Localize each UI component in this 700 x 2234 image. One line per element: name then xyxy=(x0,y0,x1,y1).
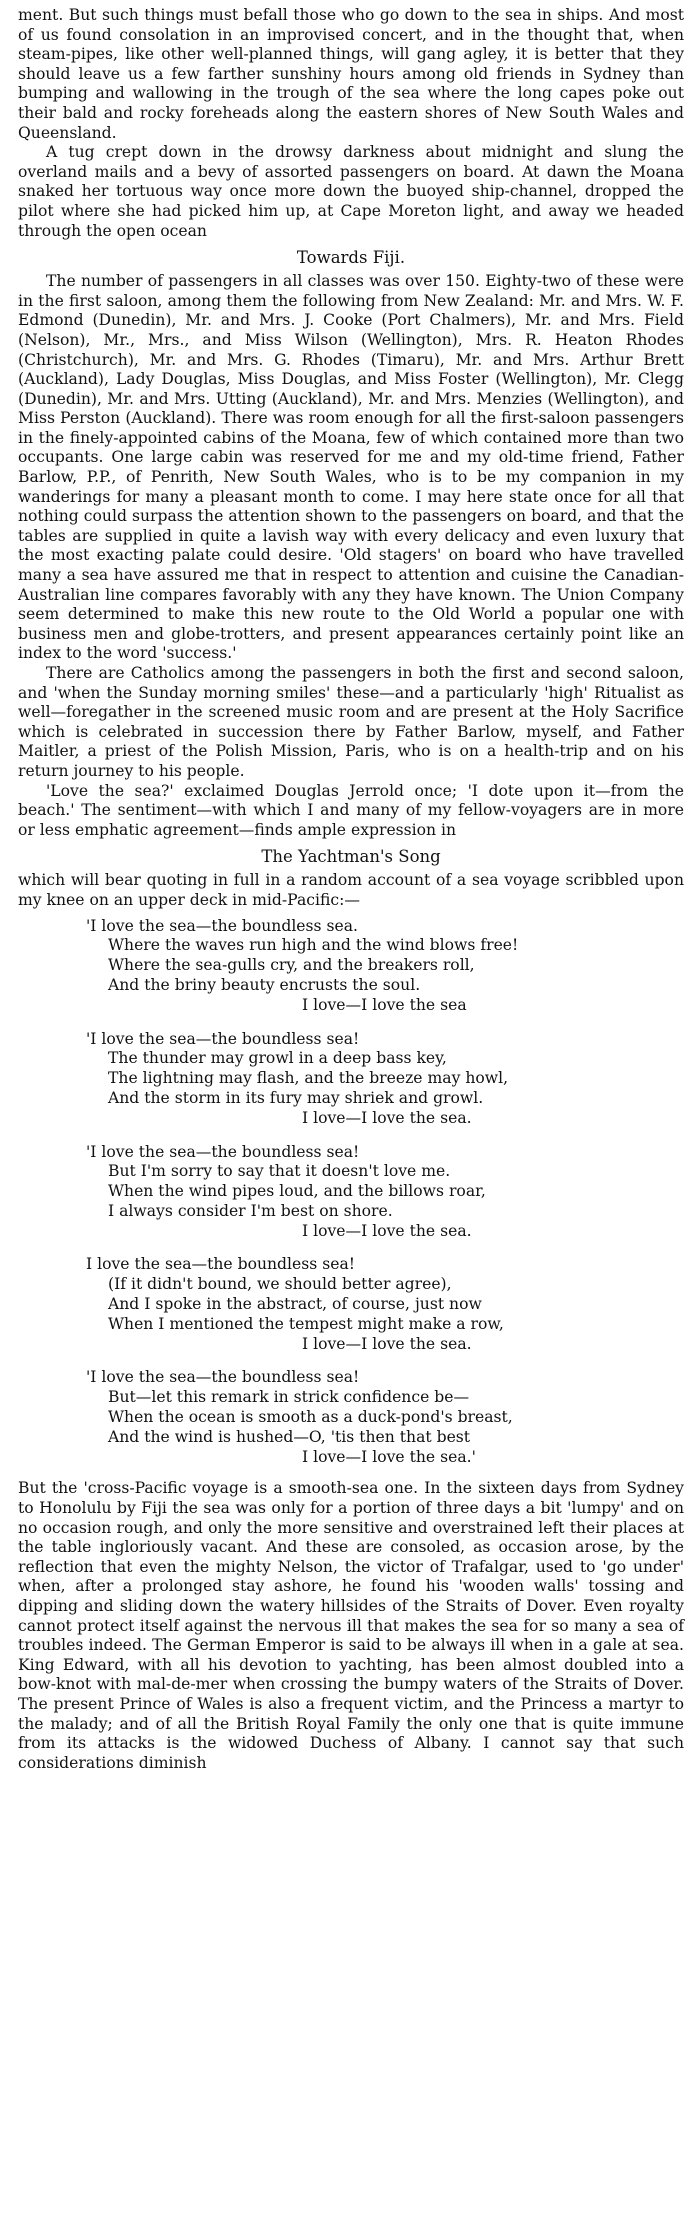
poem-line: But—let this remark in strick confidence be— xyxy=(108,1388,470,1407)
poem-line: 'I love the sea—the boundless sea! xyxy=(86,1029,360,1048)
poem-line: And the briny beauty encrusts the soul. xyxy=(108,975,421,994)
poem-stanza xyxy=(86,1030,684,1129)
poem-refrain: I love—I love the sea.' xyxy=(302,1447,476,1466)
poem-line: The thunder may growl in a deep bass key, xyxy=(108,1049,447,1068)
poem-stanza xyxy=(86,1255,684,1354)
poem-stanza xyxy=(86,917,684,1016)
poem-line: Where the sea-gulls cry, and the breakers roll, xyxy=(108,956,475,975)
poem-refrain: I love—I love the sea. xyxy=(302,1334,472,1353)
poem-stanza xyxy=(86,1143,684,1242)
poem-line: And I spoke in the abstract, of course, just now xyxy=(108,1295,482,1314)
paragraph-smooth-sea: But the 'cross-Pacific voyage is a smooth-sea one. In the sixteen days from Sydney to Honolulu by Fiji the sea was only for a portion of three days a bit 'lumpy' and on no occasion rough, and only the more sensitive and overstrained left their places at the table ingloriously vacant. And these are consoled, as occasion arose, by the reflection that even the mighty Nelson, the victor of Trafalgar, used to 'go under' when, after a prolonged stay ashore, he found his 'wooden walls' tossing and dipping and sliding down the watery hillsides of the Straits of Dover. Even royalty cannot protect itself against the nervous ill that makes the sea for so many a sea of troubles indeed. The German Emperor is said to be always ill when in a gale at sea. King Edward, with all his devotion to yachting, has been almost doubled into a bow-knot with mal-de-mer when crossing the bumpy waters of the Straits of Dover. The present Prince of Wales is also a frequent victim, and the Princess a martyr to the malady; and of all the British Royal Family the only one that is quite immune from its attacks is the widowed Duchess of Albany. I cannot say that such considerations diminish xyxy=(18,1479,684,1772)
section-heading-towards-fiji: Towards Fiji. xyxy=(296,248,406,268)
paragraph-catholics: There are Catholics among the passengers in both the first and second saloon, and 'when the Sunday morning smiles' these—and a particularly 'high' Ritualist as well—foregather in the screened music room and are present at the Holy Sacrifice which is celebrated in succession there by Father Barlow, myself, and Father Maitler, a priest of the Polish Mission, Paris, who is on a health-trip and on his return journey to his people. xyxy=(18,664,684,780)
paragraph-continuation: ment. But such things must befall those who go down to the sea in ships. And most of us found consolation in an improvised concert, and in the thought that, when steam-pipes, like other well-planned things, will gang agley, it is better that they should leave us a few farther sunshiny hours among old friends in Sydney than bumping and wallowing in the trough of the sea where the long capes poke out their bald and rocky foreheads along the eastern shores of New South Wales and Queensland. xyxy=(18,6,684,142)
paragraph-passengers: The number of passengers in all classes was over 150. Eighty-two of these were in the first saloon, among them the following from New Zealand: Mr. and Mrs. W. F. Edmond (Dunedin), Mr. and Mrs. J. Cooke (Port Chalmers), Mr. and Mrs. Field (Nelson), Mr., Mrs., and Miss Wilson (Wellington), Mrs. R. Heaton Rhodes (Christchurch), Mr. and Mrs. G. Rhodes (Timaru), Mr. and Mrs. Arthur Brett (Auckland), Lady Douglas, Miss Douglas, and Miss Foster (Wellington), Mr. Clegg (Dunedin), Mr. and Mrs. Utting (Auckland), Mr. and Mrs. Menzies (Wellington), and Miss Perston (Auckland). There was room enough for all the first-saloon passengers in the finely-appointed cabins of the Moana, few of which contained more than two occupants. One large cabin was reserved for me and my old-time friend, Father Barlow, P.P., of Penrith, New South Wales, who is to be my companion in my wanderings for many a pleasant month to come. I may here state once for all that nothing could surpass the attention shown to the passengers on board, and that the tables are supplied in quite a lavish way with every delicacy and even luxury that the most exacting palate could desire. 'Old stagers' on board who have travelled many a sea have assured me that in respect to attention and cuisine the Canadian-Australian line compares favorably with any they have known. The Union Company seem determined to make this new route to the Old World a popular one with business men and globe-trotters, and present appearances certainly point like an index to the word 'success.' xyxy=(18,272,684,663)
poem-line: I always consider I'm best on shore. xyxy=(108,1201,393,1220)
poem-stanza xyxy=(86,1368,684,1467)
poem-line: I love the sea—the boundless sea! xyxy=(86,1255,356,1274)
poem-line: When the wind pipes loud, and the billows roar, xyxy=(108,1182,486,1201)
poem-line: When I mentioned the tempest might make a row, xyxy=(108,1314,504,1333)
paragraph-douglas-jerrold: 'Love the sea?' exclaimed Douglas Jerrold once; 'I dote upon it—from the beach.' The sentiment—with which I and many of my fellow-voyagers are in more or less emphatic agreement—finds ample expression in xyxy=(18,781,684,839)
poem-line: But I'm sorry to say that it doesn't love me. xyxy=(108,1162,451,1181)
poem-line: And the wind is hushed—O, 'tis then that best xyxy=(108,1427,471,1446)
poem-line: 'I love the sea—the boundless sea! xyxy=(86,1142,360,1161)
poem-line: 'I love the sea—the boundless sea. xyxy=(86,916,358,935)
poem-line: And the storm in its fury may shriek and growl. xyxy=(108,1088,484,1107)
poem-line: When the ocean is smooth as a duck-pond's breast, xyxy=(108,1408,513,1427)
poem-refrain: I love—I love the sea. xyxy=(302,1221,472,1240)
poem-line: Where the waves run high and the wind blows free! xyxy=(108,936,519,955)
section-heading-yachtmans-song: The Yachtman's Song xyxy=(261,847,441,867)
poem-line: The lightning may flash, and the breeze may howl, xyxy=(108,1069,509,1088)
paragraph-song-intro: which will bear quoting in full in a random account of a sea voyage scribbled upon my knee on an upper deck in mid-Pacific:— xyxy=(18,871,684,909)
poem xyxy=(86,917,684,1468)
paragraph-tug-departure: A tug crept down in the drowsy darkness about midnight and slung the overland mails and a bevy of assorted passengers on board. At dawn the Moana snaked her tortuous way once more down the buoyed ship-channel, dropped the pilot where she had picked him up, at Cape Moreton light, and away we headed through the open ocean xyxy=(18,143,684,240)
poem-refrain: I love—I love the sea. xyxy=(302,1108,472,1127)
poem-line: 'I love the sea—the boundless sea! xyxy=(86,1368,360,1387)
poem-line: (If it didn't bound, we should better agree), xyxy=(108,1275,452,1294)
poem-refrain: I love—I love the sea xyxy=(302,995,467,1014)
